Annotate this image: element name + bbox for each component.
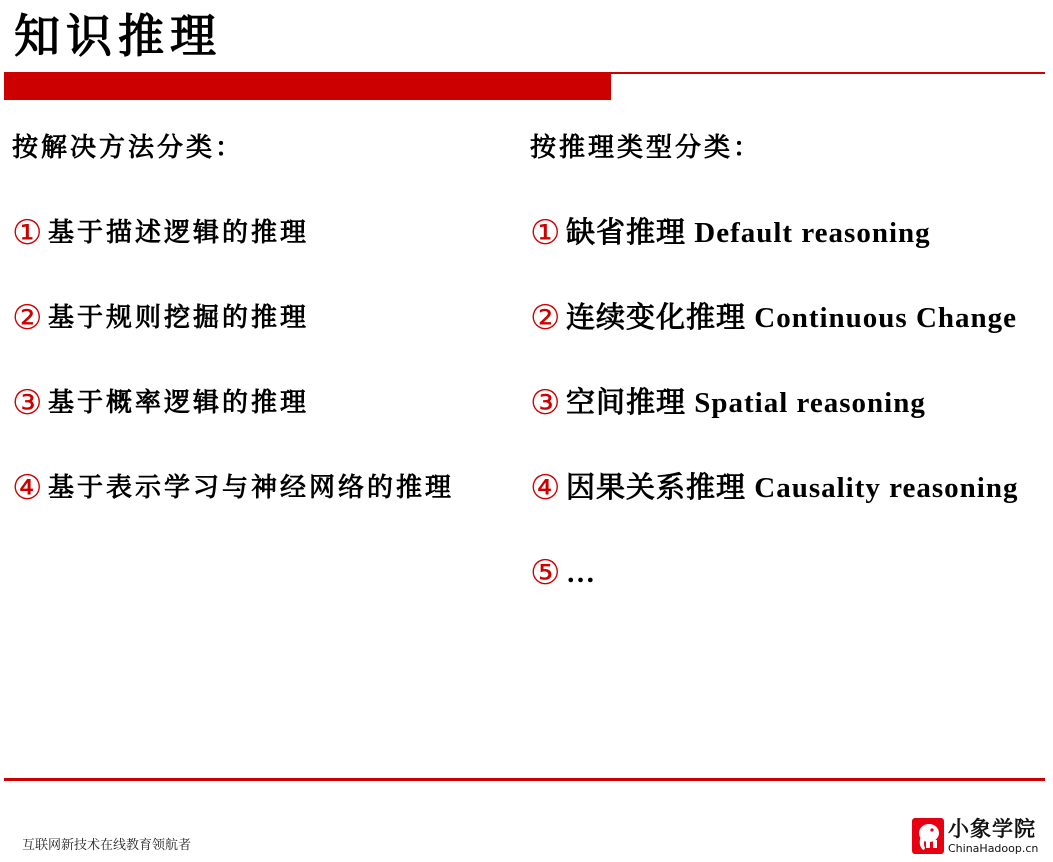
list-item xyxy=(12,298,522,338)
item-text: 基于描述逻辑的推理 xyxy=(48,218,310,248)
logo-url: ChinaHadoop.cn xyxy=(948,842,1039,855)
logo-name: 小象学院 xyxy=(948,817,1036,841)
item-text: 基于规则挖掘的推理 xyxy=(48,303,310,333)
elephant-icon xyxy=(912,818,944,854)
item-number: ③ xyxy=(530,383,561,423)
right-column xyxy=(530,128,1050,638)
item-number: ⑤ xyxy=(530,553,561,593)
left-column xyxy=(12,128,522,553)
item-number: ① xyxy=(12,213,43,253)
item-number: ③ xyxy=(12,383,43,423)
item-text: 连续变化推理 Continuous Change xyxy=(566,302,1018,334)
footer-tagline: 互联网新技术在线教育领航者 xyxy=(22,838,192,853)
list-item xyxy=(12,468,522,508)
list-item xyxy=(12,383,522,423)
item-text: 空间推理 Spatial reasoning xyxy=(566,387,926,419)
item-text: 基于表示学习与神经网络的推理 xyxy=(48,473,455,503)
right-heading: 按推理类型分类： xyxy=(530,133,763,163)
list-item xyxy=(530,298,1050,338)
item-number: ④ xyxy=(12,468,43,508)
left-heading: 按解决方法分类： xyxy=(12,133,245,163)
item-number: ② xyxy=(12,298,43,338)
title-accent-bar xyxy=(4,72,611,100)
brand-logo xyxy=(912,816,1042,856)
slide-title: 知识推理 xyxy=(14,9,222,63)
list-item xyxy=(530,468,1050,508)
item-text: 因果关系推理 Causality reasoning xyxy=(566,472,1019,504)
list-item xyxy=(530,213,1050,253)
item-text: 基于概率逻辑的推理 xyxy=(48,388,310,418)
list-item xyxy=(530,553,1050,593)
item-text: 缺省推理 Default reasoning xyxy=(566,217,931,249)
list-item xyxy=(530,383,1050,423)
item-number: ④ xyxy=(530,468,561,508)
footer-divider-line xyxy=(4,778,1045,781)
item-text: … xyxy=(566,557,596,589)
list-item xyxy=(12,213,522,253)
item-number: ② xyxy=(530,298,561,338)
item-number: ① xyxy=(530,213,561,253)
